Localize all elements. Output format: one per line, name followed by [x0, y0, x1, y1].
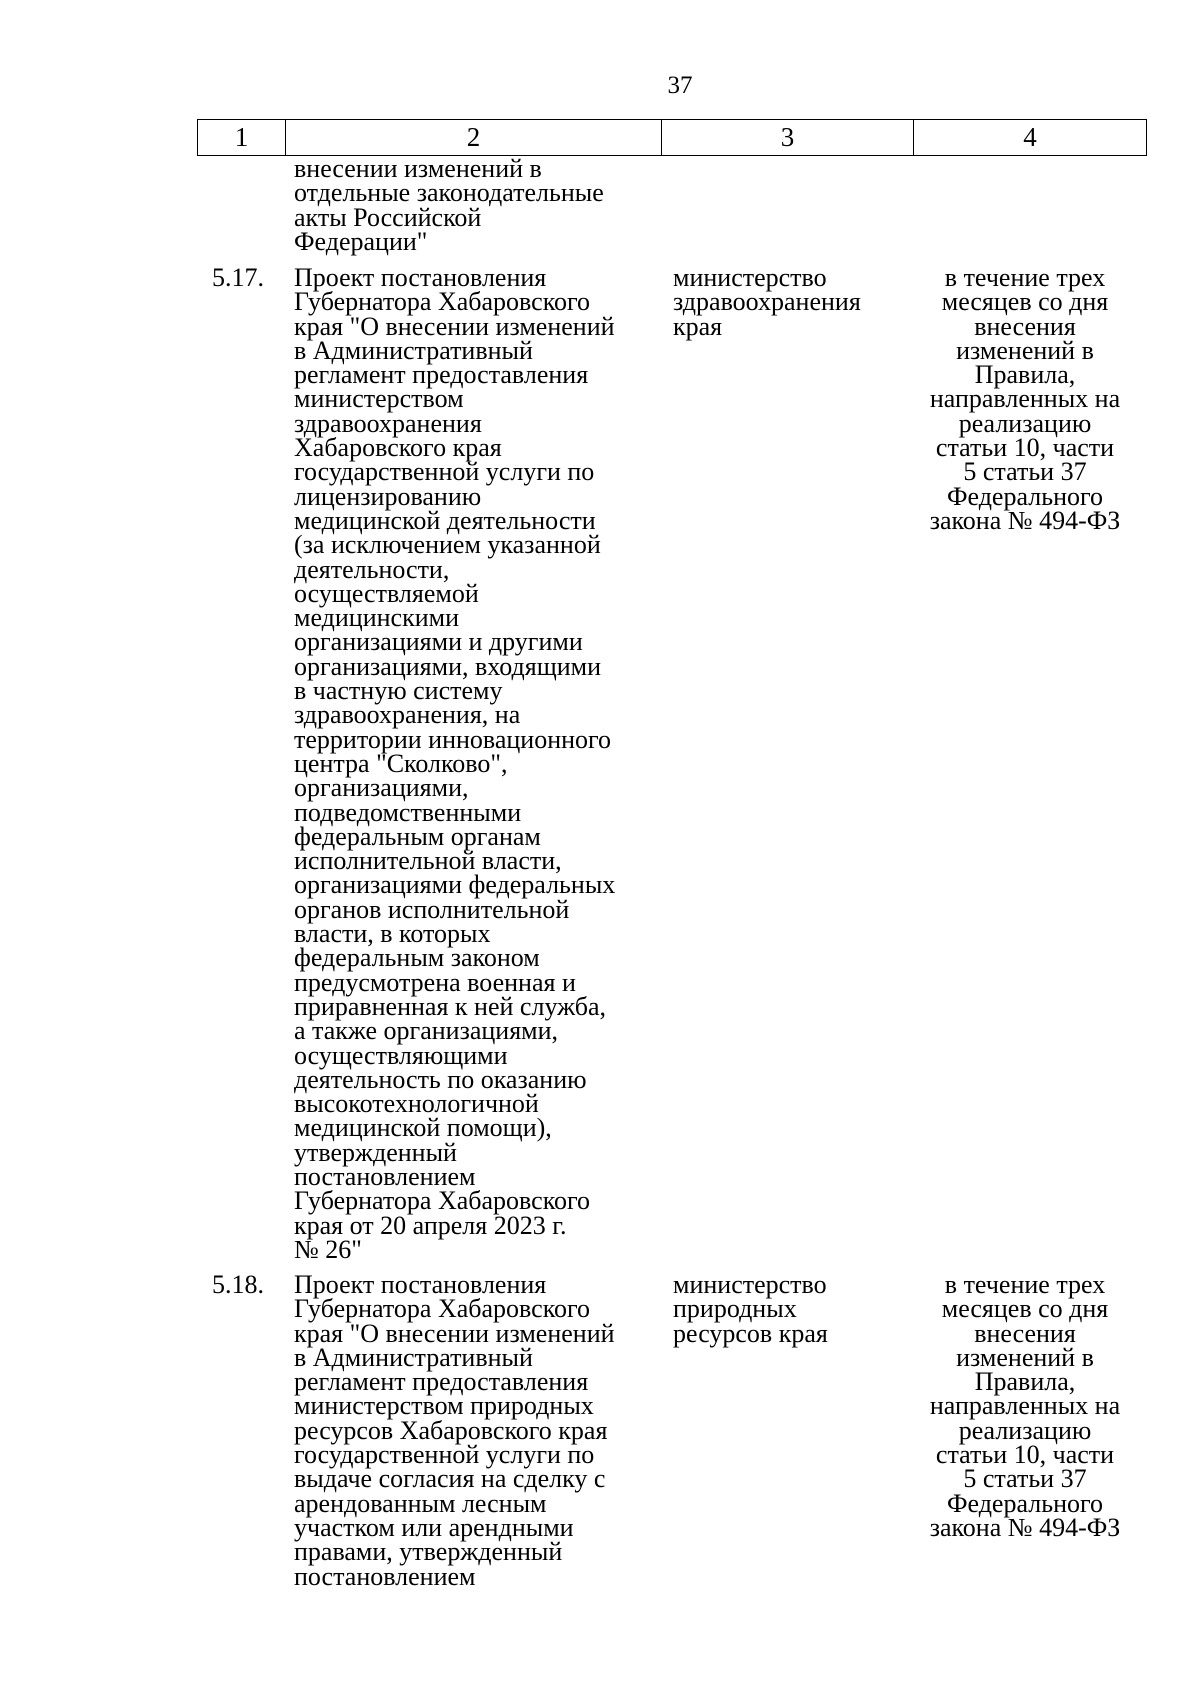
continuation-text: внесении изменений в отдельные законодательные акты Российской Федерации"	[294, 154, 604, 256]
header-col-3: 3	[662, 120, 914, 155]
header-col-1: 1	[198, 120, 286, 155]
row-5-17-deadline: в течение трех месяцев со дня внесения изменений в Правила, направленных на реализацию статьи 10, части 5 статьи 37 Федерального закона № 494-ФЗ	[929, 263, 1121, 535]
row-5-18-description: Проект постановления Губернатора Хабаровского края "О внесении изменений в Административный регламент предоставления министерством природных ресурсов Хабаровского края государственной услуги по выдаче согласия на сделку с арендованным лесным участком или арендными правами, утвержденный постановлением	[294, 1270, 615, 1591]
header-col-2: 2	[286, 120, 662, 155]
row-5-17-responsible: министерство здравоохранения края	[673, 263, 861, 341]
page-number: 37	[667, 72, 693, 99]
row-number-5-18: 5.18.	[212, 1270, 264, 1299]
row-5-18-deadline: в течение трех месяцев со дня внесения изменений в Правила, направленных на реализацию статьи 10, части 5 статьи 37 Федерального закона № 494-ФЗ	[929, 1270, 1121, 1542]
table-header	[197, 119, 1147, 156]
row-5-17-description: Проект постановления Губернатора Хабаровского края "О внесении изменений в Административный регламент предоставления министерством здравоохранения Хабаровского края государственной услуги по лицензированию медицинской деятельности (за исключением указанной деятельности, осуществляемой медицинскими организациями и другими организациями, входящими в частную систему здравоохранения, на территории инновационного центра "Сколково", организациями, подведомственными федеральным органам исполнительной власти, организациями федеральных органов исполнительной власти, в которых федеральным законом предусмотрена военная и приравненная к ней служба, а также организациями, осуществляющими деятельность по оказанию высокотехнологичной медицинской помощи), утвержденный постановлением Губернатора Хабаровского края от 20 апреля 2023 г. № 26"	[294, 263, 616, 1264]
row-number-5-17: 5.17.	[212, 263, 264, 292]
header-col-4: 4	[1023, 122, 1037, 152]
row-5-18-responsible: министерство природных ресурсов края	[673, 1270, 828, 1348]
